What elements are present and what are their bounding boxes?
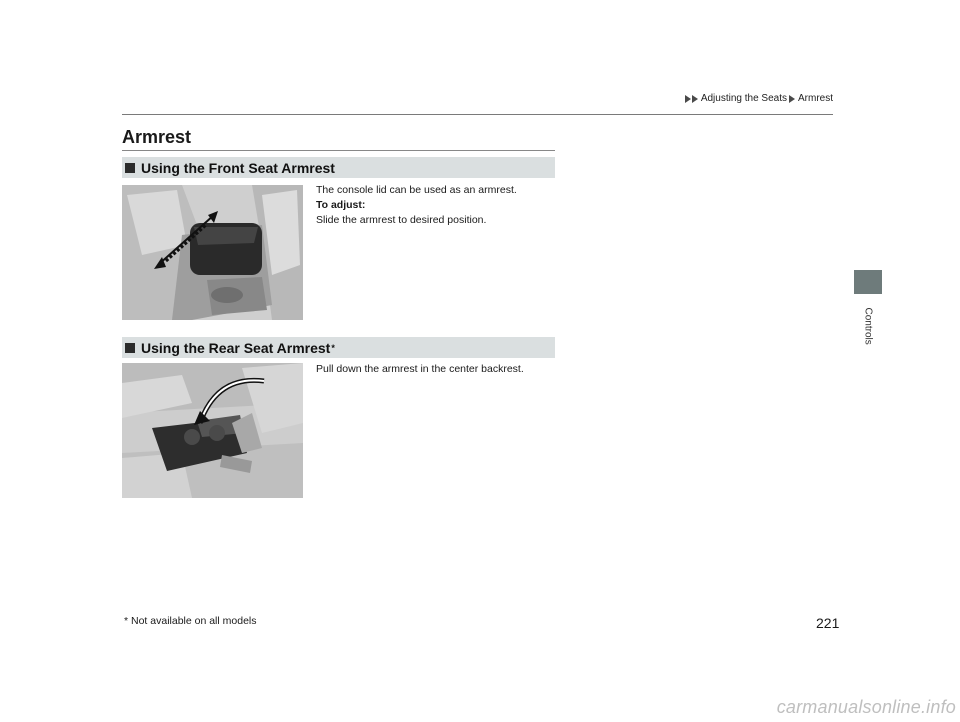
watermark: carmanualsonline.info	[776, 697, 956, 717]
side-tab-marker	[854, 270, 882, 294]
arrow-right-icon	[685, 95, 691, 103]
arrow-right-icon	[789, 95, 795, 103]
availability-asterisk: *	[331, 342, 335, 353]
side-tab-label: Controls	[862, 307, 874, 345]
square-bullet-icon	[125, 163, 135, 173]
arrow-right-icon	[692, 95, 698, 103]
front-armrest-line-2: To adjust:	[316, 199, 366, 211]
footnote: * Not available on all models	[124, 615, 257, 627]
front-armrest-line-1: The console lid can be used as an armrest.	[316, 184, 517, 196]
rear-armrest-line-1: Pull down the armrest in the center backrest.	[316, 363, 524, 375]
front-armrest-illustration	[122, 185, 303, 320]
title-rule	[122, 150, 555, 151]
front-armrest-line-3: Slide the armrest to desired position.	[316, 214, 487, 226]
page-title: Armrest	[122, 127, 192, 147]
section-heading-rear	[122, 337, 555, 358]
section-heading-rear-text: Using the Rear Seat Armrest	[141, 339, 331, 356]
header-rule	[122, 114, 833, 115]
front-armrest-image	[122, 185, 303, 320]
rear-armrest-illustration	[122, 363, 303, 498]
breadcrumb-item-armrest[interactable]: Armrest	[798, 93, 833, 104]
breadcrumb-item-adjusting-seats[interactable]: Adjusting the Seats	[700, 93, 787, 104]
rear-armrest-description	[316, 362, 556, 377]
front-armrest-description	[316, 183, 551, 228]
rear-armrest-image	[122, 363, 303, 498]
square-bullet-icon	[125, 343, 135, 353]
breadcrumb	[685, 93, 833, 104]
page-number: 221	[816, 615, 840, 631]
section-heading-front-text: Using the Front Seat Armrest	[141, 159, 335, 176]
section-heading-front	[122, 157, 555, 178]
